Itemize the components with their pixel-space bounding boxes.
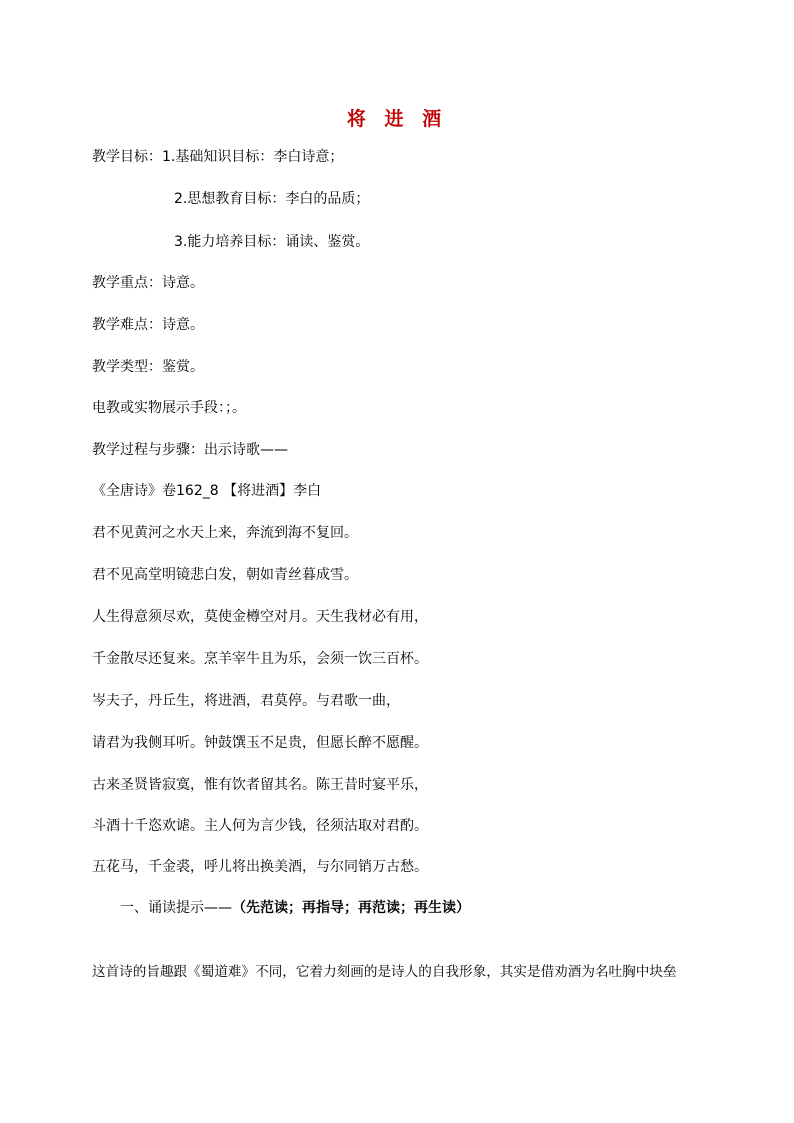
poem-line: 君不见黄河之水天上来，奔流到海不复回。 (92, 525, 358, 541)
poem-line: 五花马，千金裘，呼儿将出换美酒，与尔同销万古愁。 (92, 859, 428, 875)
process-line: 教学过程与步骤：出示诗歌—— (92, 442, 288, 458)
step-one-heading (120, 898, 470, 918)
poem-source: 《全唐诗》卷162_8 【将进酒】李白 (92, 483, 322, 499)
poem-line: 斗酒十千恣欢谑。主人何为言少钱，径须沽取对君酌。 (92, 818, 428, 834)
document-title: 将 进 酒 (346, 108, 448, 130)
step-one-detail: （先范读；再指导；再范读；再生读） (232, 900, 470, 916)
objective-line-1: 教学目标：1.基础知识目标：李白诗意； (92, 149, 344, 165)
body-paragraph: 这首诗的旨趣跟《蜀道难》不同，它着力刻画的是诗人的自我形象，其实是借劝酒为名吐胸中块垒 (92, 964, 677, 980)
lesson-type-line: 教学类型：鉴赏。 (92, 359, 204, 375)
poem-line: 人生得意须尽欢，莫使金樽空对月。天生我材必有用， (92, 609, 428, 625)
media-line: 电教或实物展示手段：；。 (92, 400, 246, 416)
objective-line-3: 3.能力培养目标：诵读、鉴赏。 (174, 234, 370, 250)
poem-line: 千金散尽还复来。烹羊宰牛且为乐，会须一饮三百杯。 (92, 651, 428, 667)
poem-line: 古来圣贤皆寂寞，惟有饮者留其名。陈王昔时宴平乐， (92, 777, 428, 793)
step-one-label: 一、诵读提示—— (120, 900, 232, 916)
difficulty-line: 教学难点：诗意。 (92, 317, 204, 333)
poem-line: 请君为我侧耳听。钟鼓馔玉不足贵，但愿长醉不愿醒。 (92, 735, 428, 751)
poem-line: 岑夫子，丹丘生，将进酒，君莫停。与君歌一曲， (92, 693, 400, 709)
objective-line-2: 2.思想教育目标：李白的品质； (174, 191, 370, 207)
poem-line: 君不见高堂明镜悲白发，朝如青丝暮成雪。 (92, 567, 358, 583)
key-point-line: 教学重点：诗意。 (92, 275, 204, 291)
